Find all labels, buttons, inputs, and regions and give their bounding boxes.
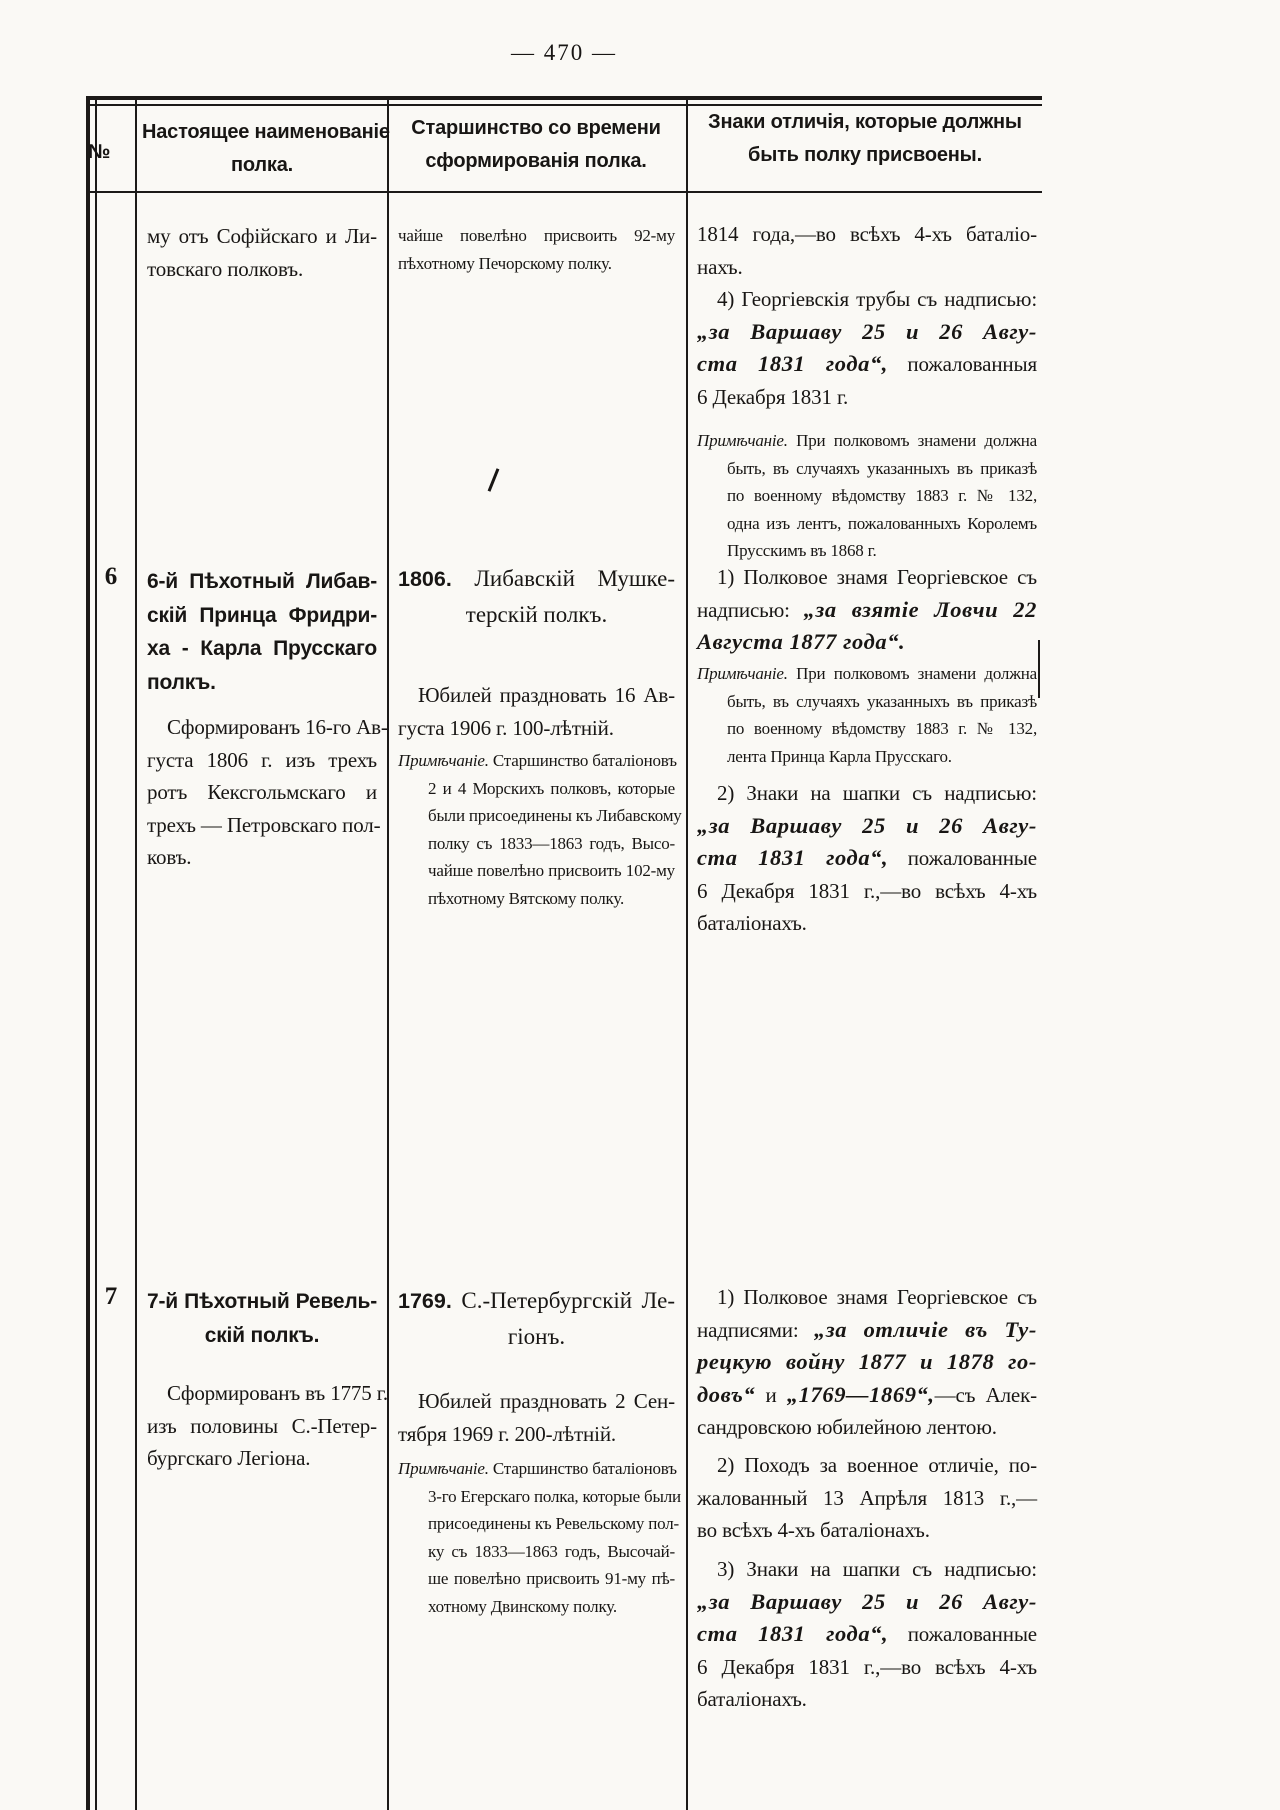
row6-regiment-name-formed xyxy=(147,711,388,874)
row7-seniority-footnote xyxy=(398,1455,681,1620)
text-line xyxy=(147,711,388,744)
text-segment: скій полкъ. xyxy=(204,1323,320,1347)
text-line xyxy=(147,1442,377,1475)
text-line xyxy=(697,251,1037,284)
text-segment: му отъ Софійскаго и Ли- xyxy=(147,224,377,248)
row7-seniority-title xyxy=(398,1283,675,1354)
text-segment: С.-Петербургскій Ле- xyxy=(451,1288,675,1313)
text-segment: быть, въ случаяхъ указанныхъ въ приказѣ xyxy=(727,458,1037,478)
rowprev-seniority-note xyxy=(398,222,675,277)
text-segment: 6 Декабря 1831 г.,—во всѣхъ 4-хъ xyxy=(697,1654,1037,1679)
text-segment: пѣхотному Печорскому полку. xyxy=(398,253,612,273)
text-line xyxy=(697,218,1037,251)
text-segment: ротъ Кексгольмскаго и xyxy=(147,780,377,804)
text-segment: Настоящее наименованіе xyxy=(142,121,390,143)
text-segment: „за отличіе въ Ту- xyxy=(813,1316,1037,1342)
rowprev-name-text xyxy=(147,220,377,285)
text-segment: ковъ. xyxy=(147,845,192,869)
text-line xyxy=(697,810,1037,843)
text-line xyxy=(147,809,381,842)
table-border-top-thick xyxy=(86,96,1042,100)
text-line xyxy=(697,1586,1037,1619)
text-segment: Августа 1877 года“. xyxy=(697,629,906,654)
text-line xyxy=(697,348,1037,381)
text-line xyxy=(398,222,675,250)
text-segment: Старшинство баталіоновъ xyxy=(488,1459,677,1478)
text-line xyxy=(398,679,675,712)
text-line xyxy=(147,599,377,633)
text-line xyxy=(398,1418,675,1451)
text-line xyxy=(692,139,1038,172)
column-divider-name xyxy=(387,98,389,1810)
row6-marks-cap-badges xyxy=(697,777,1037,940)
text-segment: ше повелѣно присвоить 91-му пѣ- xyxy=(428,1569,675,1588)
text-segment: „за взятіе Ловчи 22 xyxy=(803,596,1037,622)
text-line xyxy=(392,112,680,145)
text-line xyxy=(398,712,675,745)
text-line xyxy=(697,875,1037,908)
text-segment: баталіонахъ. xyxy=(697,1687,807,1711)
text-segment: нахъ. xyxy=(697,254,743,279)
text-segment: были присоединены къ Либавскому xyxy=(428,806,682,825)
row6-marks-banner xyxy=(697,561,1037,659)
text-line xyxy=(697,1683,1037,1716)
text-segment: Сформированъ въ 1775 г. xyxy=(167,1381,388,1405)
text-line xyxy=(147,253,377,286)
rowprev-marks-trumpets xyxy=(697,283,1037,413)
text-segment: густа 1906 г. 100-лѣтній. xyxy=(398,715,614,740)
text-line xyxy=(147,632,377,666)
text-segment: во всѣхъ 4-хъ баталіонахъ. xyxy=(697,1518,930,1542)
text-segment: „за Варшаву 25 и 26 Авгу- xyxy=(697,318,1037,344)
text-line xyxy=(398,885,675,913)
text-line xyxy=(398,250,675,278)
text-segment: 6 Декабря 1831 г. xyxy=(697,384,849,409)
scan-artifact xyxy=(488,468,500,491)
column-header-name xyxy=(142,116,390,182)
text-line xyxy=(147,776,377,809)
text-segment: сандровскою юбилейною лентою. xyxy=(697,1415,997,1439)
text-line xyxy=(697,715,1037,743)
text-segment: сформированія полка. xyxy=(425,150,647,172)
text-segment: 6 Декабря 1831 г.,—во всѣхъ 4-хъ xyxy=(697,878,1037,903)
text-segment: товскаго полковъ. xyxy=(147,256,304,281)
text-segment: густа 1806 г. изъ трехъ xyxy=(147,747,377,772)
text-segment: „за Варшаву 25 и 26 Авгу- xyxy=(697,812,1037,838)
text-segment: чайше повелѣно присвоить 102-му xyxy=(428,861,675,880)
column-divider-seniority xyxy=(686,98,688,1810)
text-line xyxy=(697,1281,1037,1314)
text-line xyxy=(398,597,675,632)
text-segment: При полковомъ знамени должна xyxy=(787,431,1037,450)
text-segment: терскій полкъ. xyxy=(465,602,608,627)
text-segment: чайше повелѣно присвоить 92-му xyxy=(398,226,675,245)
text-segment: лента Принца Карла Прусскаго. xyxy=(727,746,952,766)
text-segment: надписью: xyxy=(697,597,804,622)
text-line xyxy=(697,1618,1037,1651)
text-line xyxy=(697,482,1037,510)
text-segment: Либавскій Мушке- xyxy=(451,566,675,591)
row6-seniority-jubilee xyxy=(398,679,675,744)
text-segment: баталіонахъ. xyxy=(697,911,807,935)
text-segment: 1806. xyxy=(398,567,452,591)
text-segment: трехъ — Петровскаго пол- xyxy=(147,812,381,837)
text-segment: быть, въ случаяхъ указанныхъ въ приказѣ xyxy=(727,691,1037,711)
text-line xyxy=(697,660,1037,688)
text-segment: пожалованные xyxy=(888,1622,1037,1646)
text-segment: хотному Двинскому полку. xyxy=(428,1596,617,1616)
text-segment: 2 и 4 Морскихъ полковъ, которые xyxy=(428,778,675,798)
rowprev-marks-footnote xyxy=(697,427,1037,565)
text-line xyxy=(697,427,1037,455)
text-segment: довъ“ xyxy=(697,1381,756,1407)
text-line xyxy=(697,1411,1037,1444)
text-segment: Знаки отличія, которые должны xyxy=(708,111,1022,133)
text-line xyxy=(147,565,377,599)
row7-regiment-name-formed xyxy=(147,1377,388,1475)
row7-seniority-jubilee xyxy=(398,1385,675,1450)
table-border-left-thin xyxy=(95,96,97,1810)
text-segment: Примѣчаніе. xyxy=(697,431,788,450)
text-segment: изъ половины С.-Петер- xyxy=(147,1413,377,1438)
text-line xyxy=(147,744,377,777)
text-line xyxy=(398,747,675,775)
row7-marks-banner xyxy=(697,1281,1037,1444)
text-segment: тября 1969 г. 200-лѣтній. xyxy=(398,1421,617,1446)
page-number: — 470 — xyxy=(511,40,617,65)
column-header-marks xyxy=(692,106,1038,172)
text-line xyxy=(697,1482,1037,1515)
text-line xyxy=(398,1565,675,1593)
text-line xyxy=(147,666,377,700)
text-line xyxy=(398,775,675,803)
text-line xyxy=(697,626,1037,659)
text-line xyxy=(398,1283,675,1319)
text-line xyxy=(697,907,1037,940)
text-segment: 7-й Пѣхотный Ревель- xyxy=(147,1290,377,1313)
text-line xyxy=(398,802,682,830)
text-line xyxy=(142,116,390,149)
table-border-left-thick xyxy=(86,96,90,1810)
text-segment: гіонъ. xyxy=(507,1324,566,1349)
text-segment: 2) Знаки на шапки съ надписью: xyxy=(717,781,1037,805)
column-divider-num xyxy=(135,98,137,1810)
text-segment: Сформированъ 16-го Ав- xyxy=(167,715,388,739)
row7-marks-march xyxy=(697,1449,1037,1547)
text-segment: При полковомъ знамени должна xyxy=(787,664,1037,683)
text-line xyxy=(147,841,377,874)
text-segment: 3-го Егерскаго полка, которые были xyxy=(428,1486,681,1506)
text-segment: 4) Георгіевскія трубы съ надписью: xyxy=(717,287,1037,311)
rowprev-marks-battalions xyxy=(697,218,1037,283)
text-segment: полка. xyxy=(231,154,293,176)
text-line xyxy=(697,1346,1037,1379)
text-segment: 2) Походъ за военное отличіе, по- xyxy=(717,1453,1037,1477)
text-line xyxy=(697,283,1037,316)
text-segment: пожалованные xyxy=(888,846,1037,870)
text-line xyxy=(147,220,377,253)
text-line xyxy=(697,561,1037,594)
row6-seniority-footnote xyxy=(398,747,682,912)
table-border-right-fragment xyxy=(1038,640,1040,698)
text-segment: бургскаго Легіона. xyxy=(147,1446,311,1470)
text-segment: 1769. xyxy=(398,1289,452,1313)
text-segment: и xyxy=(755,1382,787,1407)
text-line xyxy=(697,842,1037,875)
text-segment: жалованный 13 Апрѣля 1813 г.,— xyxy=(697,1485,1037,1510)
text-segment: Примѣчаніе. xyxy=(398,1459,489,1478)
text-segment: Юбилей праздновать 2 Сен- xyxy=(418,1389,675,1413)
text-line xyxy=(697,1449,1037,1482)
text-line xyxy=(697,1651,1037,1684)
text-line xyxy=(697,316,1037,349)
column-header-number: № xyxy=(88,141,111,163)
text-line xyxy=(697,381,1037,414)
text-segment: скій Принца Фридри- xyxy=(147,603,377,627)
column-header-seniority xyxy=(392,112,680,178)
header-underline xyxy=(86,191,1042,193)
text-line xyxy=(398,1319,675,1354)
text-segment: ста 1831 года“, xyxy=(697,1621,889,1646)
text-line xyxy=(697,1553,1037,1586)
text-segment: 6-й Пѣхотный Либав- xyxy=(147,570,377,593)
text-segment: ста 1831 года“, xyxy=(697,845,889,870)
text-segment: Примѣчаніе. xyxy=(697,664,788,683)
text-segment: Старшинство со времени xyxy=(411,117,661,139)
row6-number: 6 xyxy=(104,563,118,590)
text-line xyxy=(147,1410,377,1443)
text-line xyxy=(697,743,1037,771)
text-segment: одна изъ лентъ, пожалованныхъ Королемъ xyxy=(727,513,1037,533)
text-segment: —съ Алек- xyxy=(934,1382,1037,1407)
row6-regiment-name-title xyxy=(147,565,377,699)
text-segment: по военному вѣдомству 1883 г. № 132, xyxy=(727,486,1037,505)
text-line xyxy=(697,1514,1037,1547)
text-segment: 3) Знаки на шапки съ надписью: xyxy=(717,1557,1037,1581)
row7-regiment-name-title xyxy=(147,1285,377,1352)
text-segment: „за Варшаву 25 и 26 Авгу- xyxy=(697,1588,1037,1614)
text-line xyxy=(147,1377,388,1410)
row6-seniority-title xyxy=(398,561,675,632)
text-line xyxy=(697,455,1037,483)
text-segment: 1) Полковое знамя Георгіевское съ xyxy=(717,1285,1037,1309)
text-segment: „1769—1869“, xyxy=(786,1381,935,1407)
text-segment: по военному вѣдомству 1883 г. № 132, xyxy=(727,719,1037,738)
text-segment: Примѣчаніе. xyxy=(398,751,489,770)
text-line xyxy=(398,830,675,858)
row7-marks-cap-badges xyxy=(697,1553,1037,1716)
text-line xyxy=(398,561,675,597)
text-segment: Юбилей праздновать 16 Ав- xyxy=(418,683,675,707)
text-segment: полкъ. xyxy=(147,670,216,694)
text-segment: полку съ 1833—1863 годъ, Высо- xyxy=(428,833,675,853)
text-segment: пожалованныя xyxy=(888,352,1037,376)
text-segment: ку съ 1833—1863 годъ, Высочай- xyxy=(428,1541,675,1561)
text-line xyxy=(147,1319,377,1353)
text-line xyxy=(692,106,1038,139)
text-line xyxy=(697,510,1037,538)
text-line xyxy=(697,1314,1037,1347)
text-line xyxy=(398,1510,679,1538)
text-segment: рецкую войну 1877 и 1878 го- xyxy=(697,1349,1037,1374)
text-line xyxy=(697,594,1037,627)
text-line xyxy=(398,857,675,885)
text-segment: надписями: xyxy=(697,1317,814,1342)
text-line xyxy=(398,1593,675,1621)
text-line xyxy=(142,149,382,182)
text-segment: быть полку присвоены. xyxy=(748,144,982,166)
row7-number: 7 xyxy=(104,1283,118,1310)
text-line xyxy=(697,1379,1037,1412)
text-segment: Прусскимъ въ 1868 г. xyxy=(727,541,877,560)
text-line xyxy=(697,688,1037,716)
text-line xyxy=(398,1455,675,1483)
text-line xyxy=(398,1538,675,1566)
text-segment: пѣхотному Вятскому полку. xyxy=(428,888,625,908)
text-line xyxy=(392,145,680,178)
row6-marks-footnote xyxy=(697,660,1037,770)
text-line xyxy=(147,1285,377,1319)
text-segment: 1) Полковое знамя Георгіевское съ xyxy=(717,565,1037,589)
text-segment: присоединены къ Ревельскому пол- xyxy=(428,1514,679,1533)
text-segment: ха - Карла Прусскаго xyxy=(147,637,377,660)
text-segment: 1814 года,—во всѣхъ 4-хъ баталіо- xyxy=(697,222,1037,246)
text-line xyxy=(398,1483,681,1511)
text-segment: ста 1831 года“, xyxy=(697,351,889,376)
text-line xyxy=(398,1385,675,1418)
text-line xyxy=(697,777,1037,810)
text-segment: Старшинство баталіоновъ xyxy=(488,751,677,770)
